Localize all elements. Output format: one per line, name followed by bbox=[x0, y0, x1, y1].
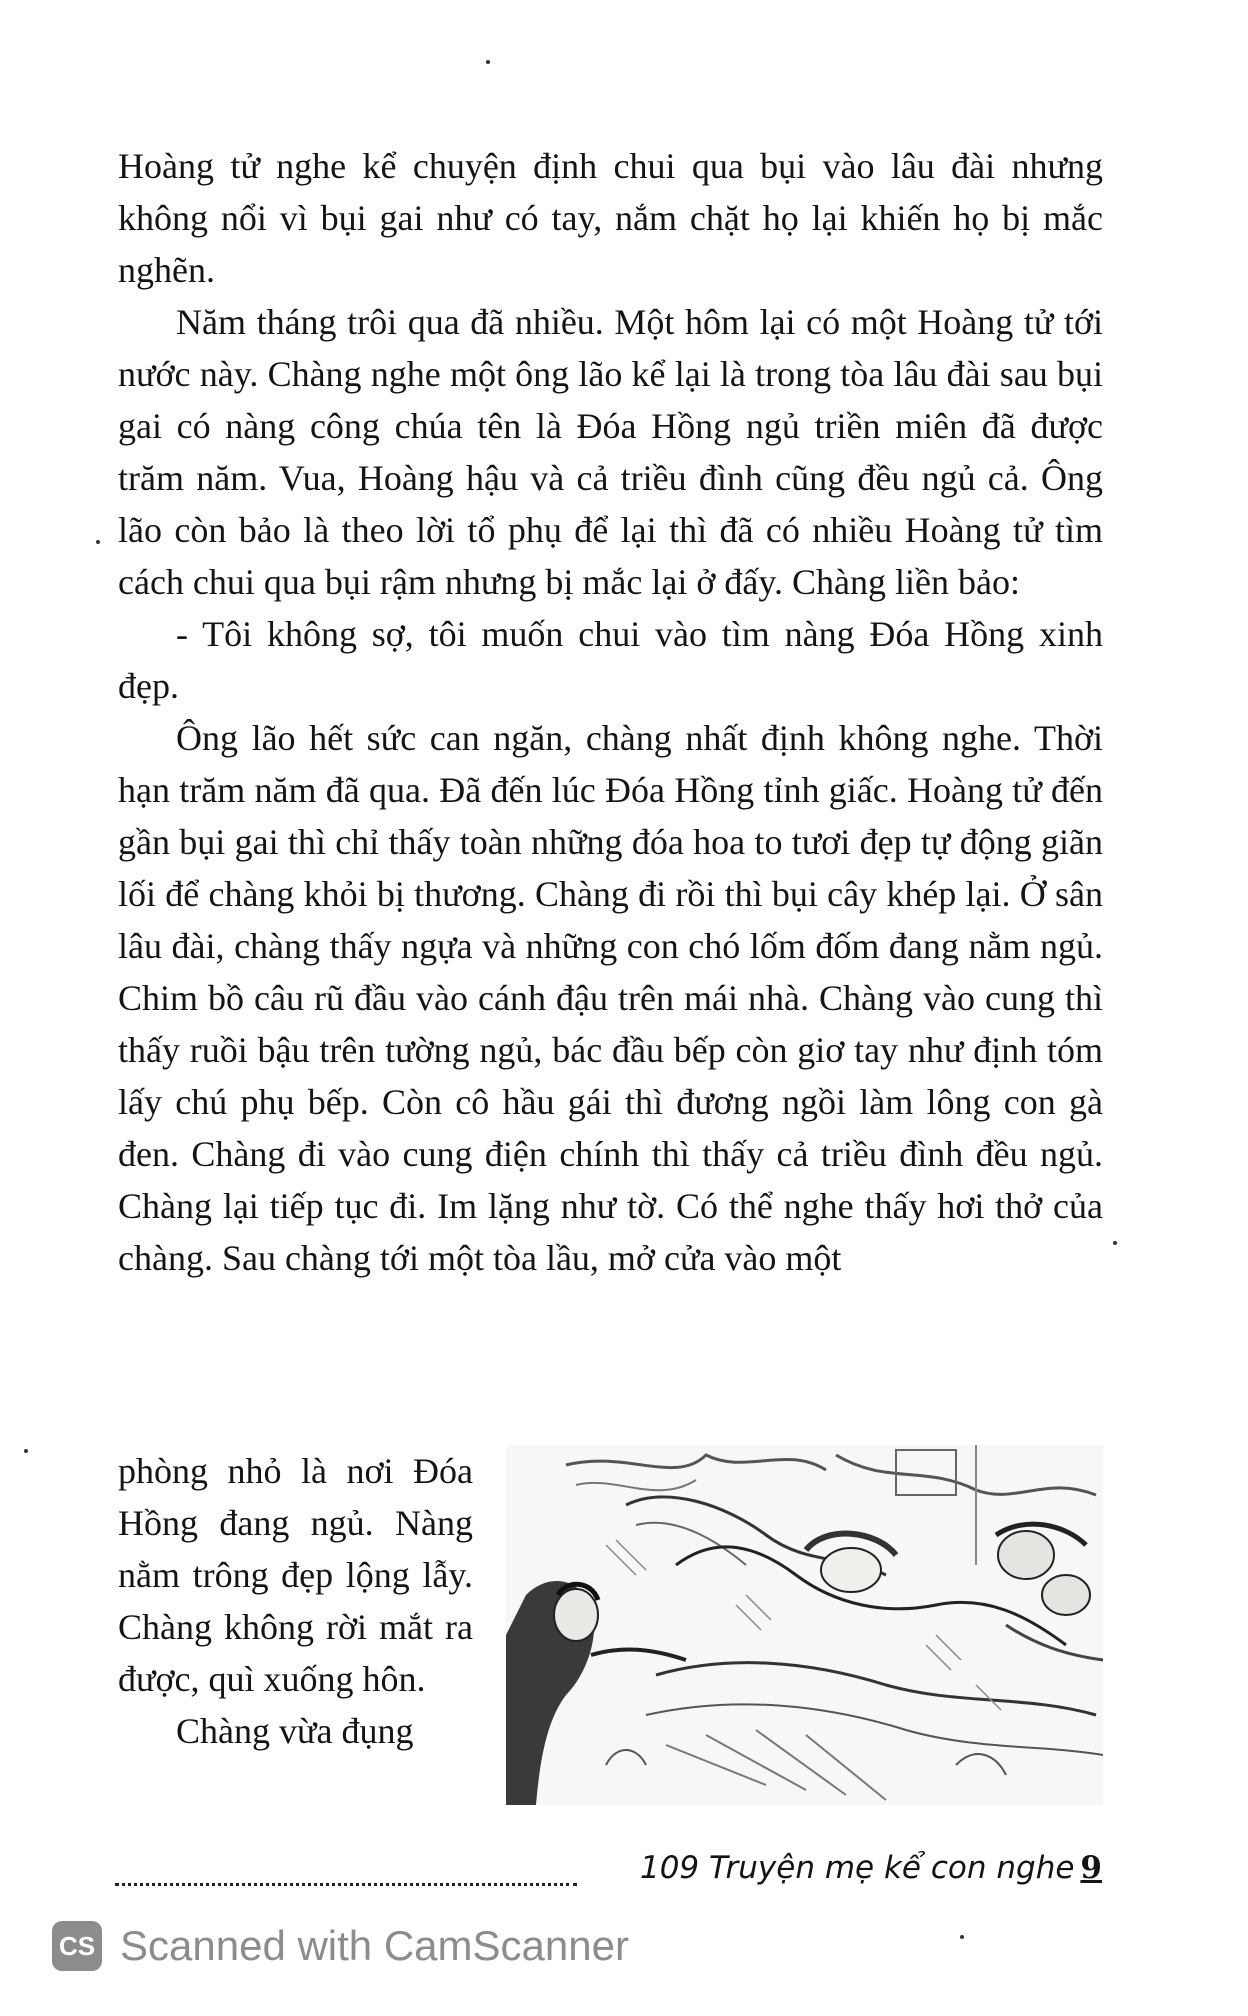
watermark-text: Scanned with CamScanner bbox=[120, 1922, 629, 1969]
paragraph-3: Ông lão hết sức can ngăn, chàng nhất định không nghe. Thời hạn trăm năm đã qua. Đã đến lúc Đóa Hồng tỉnh giấc. Hoàng tử đến gần bụi gai thì chỉ thấy toàn những đóa hoa to tươi đẹp tự động giãn lối để chàng khỏi bị thương. Chàng đi rồi thì bụi cây khép lại. Ở sân lâu đài, chàng thấy ngựa và những con chó lốm đốm đang nằm ngủ. Chim bồ câu rũ đầu vào cánh đậu trên mái nhà. Chàng vào cung thì thấy ruồi bậu trên tường ngủ, bác đầu bếp còn giơ tay như định tóm lấy chú phụ bếp. Còn cô hầu gái thì đương ngồi làm lông con gà đen. Chàng đi vào cung điện chính thì thấy cả triều đình đều ngủ. Chàng lại tiếp tục đi. Im lặng như tờ. Có thể nghe thấy hơi thở của chàng. Sau chàng tới một tòa lầu, mở cửa vào một bbox=[118, 718, 1103, 1278]
camscanner-logo-icon: CS bbox=[52, 1921, 102, 1971]
page-footer bbox=[612, 1850, 1102, 1886]
book-title: 109 Truyện mẹ kể con nghe bbox=[639, 1850, 1075, 1886]
wrapped-paragraph-2: Chàng vừa đụng bbox=[176, 1711, 414, 1751]
wrapped-text bbox=[118, 1445, 473, 1757]
scan-speck bbox=[960, 1935, 964, 1939]
scan-speck bbox=[486, 60, 490, 64]
footer-dotted-rule bbox=[115, 1883, 577, 1886]
paragraph-2: Năm tháng trôi qua đã nhiều. Một hôm lại có một Hoàng tử tới nước này. Chàng nghe một ông lão kể lại là trong tòa lâu đài sau bụi gai có nàng công chúa tên là Đóa Hồng ngủ triền miên đã được trăm năm. Vua, Hoàng hậu và cả triều đình cũng đều ngủ cả. Ông lão còn bảo là theo lời tổ phụ để lại thì đã có nhiều Hoàng tử tìm cách chui qua bụi rậm nhưng bị mắc lại ở đấy. Chàng liền bảo: bbox=[118, 302, 1103, 602]
scan-speck bbox=[1113, 1241, 1117, 1245]
sleeping-princess-illustration bbox=[506, 1445, 1103, 1805]
scan-speck bbox=[24, 1449, 28, 1453]
illustrated-section bbox=[118, 1445, 1103, 1815]
scan-speck bbox=[96, 540, 100, 544]
wrapped-paragraph-1: phòng nhỏ là nơi Đóa Hồng đang ngủ. Nàng nằm trông đẹp lộng lẫy. Chàng không rời mắt ra được, quì xuống hôn. bbox=[118, 1451, 473, 1699]
camscanner-watermark bbox=[52, 1918, 629, 1974]
paragraph-1: Hoàng tử nghe kể chuyện định chui qua bụi vào lâu đài nhưng không nổi vì bụi gai như có tay, nắm chặt họ lại khiến họ bị mắc nghẽn. bbox=[118, 146, 1103, 290]
dialogue-line: - Tôi không sợ, tôi muốn chui vào tìm nàng Đóa Hồng xinh đẹp. bbox=[118, 614, 1103, 706]
page-number: 9 bbox=[1080, 1850, 1102, 1886]
body-text bbox=[118, 140, 1103, 1284]
